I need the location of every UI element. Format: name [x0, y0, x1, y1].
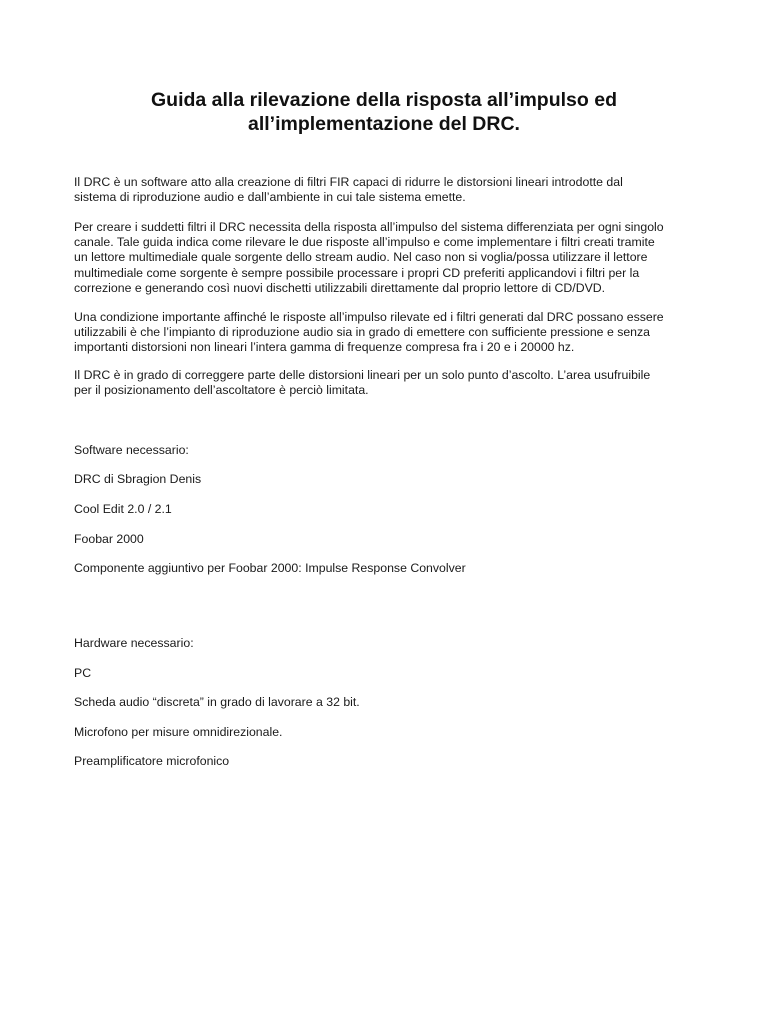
- software-item: Cool Edit 2.0 / 2.1: [74, 502, 172, 516]
- title-line-1: Guida alla rilevazione della risposta all’impulso ed: [151, 89, 617, 111]
- paragraph-filters: [74, 220, 704, 296]
- software-heading: Software necessario:: [74, 443, 189, 457]
- paragraph-condition: [74, 310, 704, 356]
- document-title: [0, 88, 768, 136]
- hardware-item: PC: [74, 666, 92, 680]
- paragraph-line: sistema di riproduzione audio e dall’ambiente in cui tale sistema emette.: [74, 190, 466, 205]
- title-line-2: all’implementazione del DRC.: [248, 113, 520, 135]
- paragraph-listening-point: [74, 368, 704, 398]
- hardware-item: Preamplificatore microfonico: [74, 754, 230, 768]
- hardware-heading: Hardware necessario:: [74, 636, 194, 650]
- paragraph-line: canale. Tale guida indica come rilevare le due risposte all’impulso e come implementare i filtri creati tramite: [74, 235, 655, 250]
- software-item: Componente aggiuntivo per Foobar 2000: Impulse Response Convolver: [74, 561, 466, 575]
- paragraph-line: multimediale come sorgente è sempre possibile processare i propri CD preferiti applicandovi i filtri per la: [74, 265, 640, 280]
- paragraph-line: Una condizione importante affinché le risposte all’impulso rilevate ed i filtri generati dal DRC possano essere: [74, 310, 664, 324]
- hardware-item: Microfono per misure omnidirezionale.: [74, 725, 283, 739]
- paragraph-line: correzione e generando così nuovi dischetti utilizzabili direttamente dal proprio lettore di CD/DVD.: [74, 280, 606, 295]
- paragraph-line: Per creare i suddetti filtri il DRC necessita della risposta all’impulso del sistema differenziata per ogni singolo: [74, 220, 664, 234]
- paragraph-line: Il DRC è in grado di correggere parte delle distorsioni lineari per un solo punto d’ascolto. L’area usufruibile: [74, 368, 651, 382]
- paragraph-line: Il DRC è un software atto alla creazione di filtri FIR capaci di ridurre le distorsioni lineari introdotte dal: [74, 175, 623, 189]
- paragraph-intro: [74, 175, 704, 205]
- software-item: DRC di Sbragion Denis: [74, 472, 202, 486]
- paragraph-line: utilizzabili è che l’impianto di riproduzione audio sia in grado di emettere con sufficiente pressione e senza: [74, 325, 651, 340]
- paragraph-line: importanti distorsioni non lineari l’intera gamma di frequenze compresa fra i 20 e i 20000 hz.: [74, 340, 575, 355]
- paragraph-line: per il posizionamento dell’ascoltatore è perciò limitata.: [74, 383, 369, 398]
- paragraph-line: un lettore multimediale quale sorgente dello stream audio. Nel caso non si voglia/possa utilizzare il lettore: [74, 250, 648, 265]
- hardware-item: Scheda audio “discreta” in grado di lavorare a 32 bit.: [74, 695, 360, 709]
- software-item: Foobar 2000: [74, 532, 144, 546]
